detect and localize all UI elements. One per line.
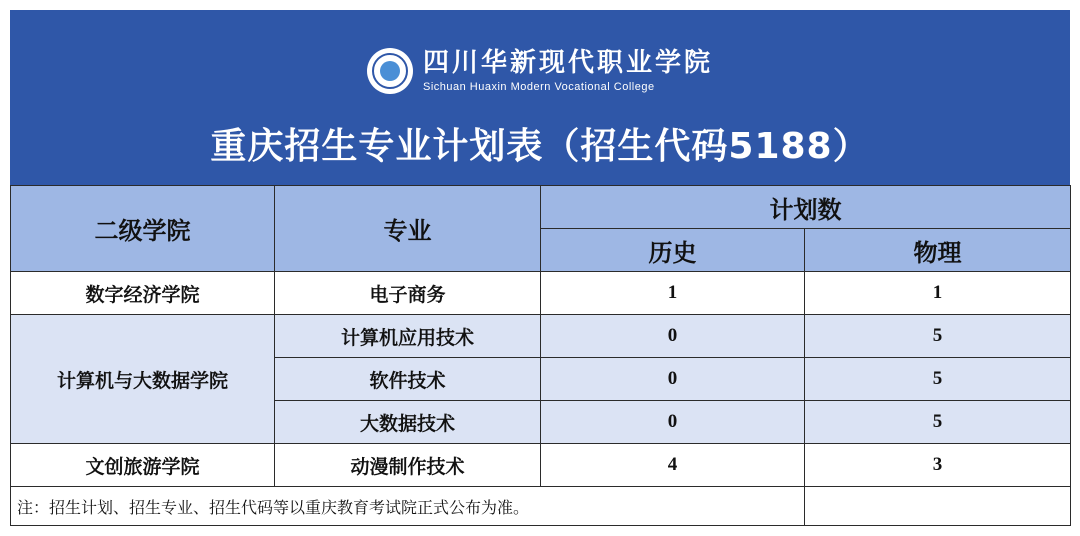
physics-count: 5 <box>805 315 1071 358</box>
major-cell: 计算机应用技术 <box>275 315 541 358</box>
table-row <box>11 272 1071 315</box>
physics-count: 5 <box>805 401 1071 444</box>
college-cell: 数字经济学院 <box>11 272 275 315</box>
major-cell: 电子商务 <box>275 272 541 315</box>
physics-count: 3 <box>805 444 1071 487</box>
physics-count: 5 <box>805 358 1071 401</box>
header-plan: 计划数 <box>541 186 1071 229</box>
table-row <box>11 444 1071 487</box>
college-name-cn: 四川华新现代职业学院 <box>422 48 713 78</box>
physics-count: 1 <box>805 272 1071 315</box>
header-college: 二级学院 <box>11 186 275 272</box>
header-physics: 物理 <box>805 229 1071 272</box>
college-name-en: Sichuan Huaxin Modern Vocational College <box>422 81 655 93</box>
major-cell: 动漫制作技术 <box>275 444 541 487</box>
history-count: 1 <box>541 272 805 315</box>
footnote-blank <box>805 487 1071 526</box>
college-cell: 文创旅游学院 <box>11 444 275 487</box>
page-title: 重庆招生专业计划表（招生代码5188） <box>210 126 870 167</box>
title-banner <box>10 10 1070 185</box>
major-cell: 软件技术 <box>275 358 541 401</box>
college-seal-icon <box>367 48 413 94</box>
history-count: 0 <box>541 401 805 444</box>
college-cell: 计算机与大数据学院 <box>11 315 275 444</box>
enrollment-plan-sheet <box>10 10 1070 526</box>
header-major: 专业 <box>275 186 541 272</box>
header-history: 历史 <box>541 229 805 272</box>
plan-table <box>10 185 1071 526</box>
college-logo <box>10 48 1070 94</box>
major-cell: 大数据技术 <box>275 401 541 444</box>
history-count: 4 <box>541 444 805 487</box>
table-row <box>11 315 1071 358</box>
footnote: 注：招生计划、招生专业、招生代码等以重庆教育考试院正式公布为准。 <box>11 487 805 526</box>
history-count: 0 <box>541 315 805 358</box>
history-count: 0 <box>541 358 805 401</box>
